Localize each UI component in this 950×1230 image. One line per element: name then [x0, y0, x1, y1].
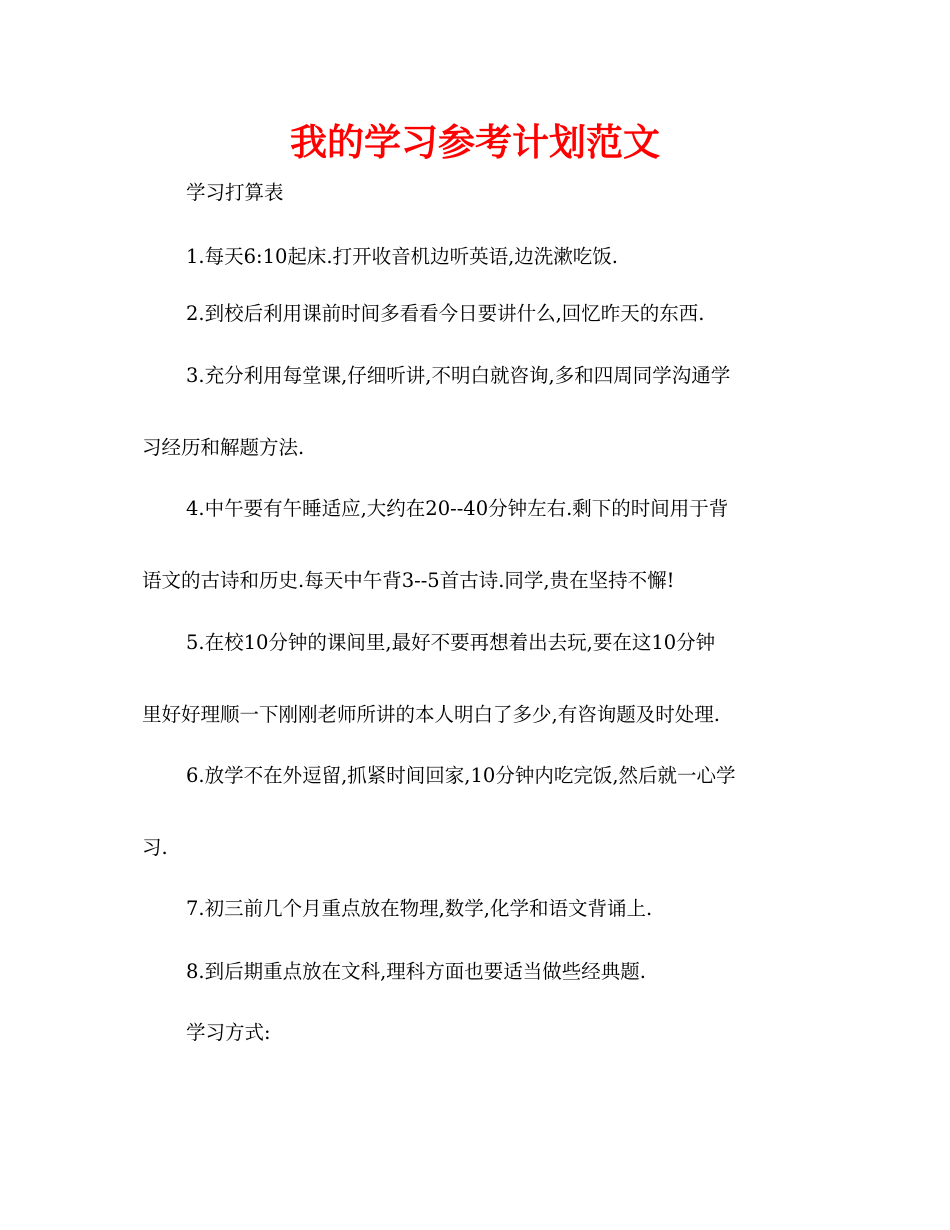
item-line-continued: 习经历和解题方法.	[142, 436, 305, 459]
item-line-continued: 语文的古诗和历史.每天中午背3--5首古诗.同学,贵在坚持不懈!	[142, 569, 675, 592]
list-item-1	[142, 242, 822, 272]
list-item-5	[142, 628, 822, 730]
section-heading	[142, 178, 822, 208]
item-line: 6.放学不在外逗留,抓紧时间回家,10分钟内吃完饭,然后就一心学	[186, 764, 736, 787]
item-line: 7.初三前几个月重点放在物理,数学,化学和语文背诵上.	[186, 897, 653, 920]
heading-line: 学习打算表	[186, 181, 284, 204]
document-title: 我的学习参考计划范文	[290, 121, 660, 164]
item-line-continued: 里好好理顺一下刚刚老师所讲的本人明白了多少,有咨询题及时处理.	[142, 703, 720, 726]
heading-line: 学习方式:	[186, 1021, 271, 1044]
item-line: 4.中午要有午睡适应,大约在20--40分钟左右.剩下的时间用于背	[186, 497, 729, 520]
item-line-continued: 习.	[142, 836, 168, 859]
item-line: 8.到后期重点放在文科,理科方面也要适当做些经典题.	[186, 960, 647, 983]
list-item-4	[142, 494, 822, 596]
list-item-3	[142, 361, 822, 463]
item-line: 2.到校后利用课前时间多看看今日要讲什么,回忆昨天的东西.	[186, 302, 705, 325]
item-line: 1.每天6:10起床.打开收音机边听英语,边洗漱吃饭.	[186, 245, 618, 268]
item-line: 3.充分利用每堂课,仔细听讲,不明白就咨询,多和四周同学沟通学	[186, 364, 731, 387]
list-item-8	[142, 957, 822, 987]
list-item-2	[142, 299, 822, 329]
section-heading-methods	[142, 1018, 822, 1048]
item-line: 5.在校10分钟的课间里,最好不要再想着出去玩,要在这10分钟	[186, 631, 716, 654]
list-item-6	[142, 761, 822, 863]
list-item-7	[142, 894, 822, 924]
